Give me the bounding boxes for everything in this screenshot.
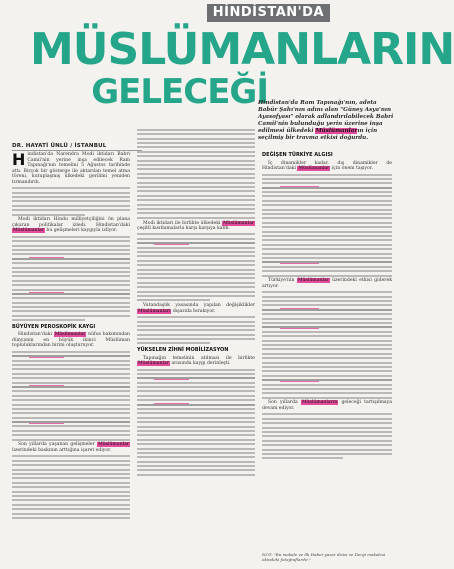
- dropcap: H: [12, 150, 26, 169]
- col1-para3b: nüfus bakımından dünyanın en büyük ikinci Müslüman topluluklarından birini oluşturuyor.: [12, 332, 131, 349]
- col2-para2: Vatandaşlık yasasında yapılan değişiklikler: [143, 303, 255, 309]
- col1-para4: Son yıllarda yaşanan gelişmeler: [18, 442, 95, 448]
- column-2: [137, 127, 255, 557]
- col3-para2: Türkiye'nin: [268, 278, 295, 284]
- highlight-muslumanlar: Müslümanlar: [223, 220, 254, 226]
- highlight-muslumanlar: Müslümanlar: [298, 166, 330, 172]
- col3-para1b: için önem taşıyor.: [331, 166, 373, 172]
- col2-para1: Modi iktidarı ile birlikte ülkedeki: [143, 220, 221, 226]
- col2-para3b: arasında kaygı derinleşti.: [171, 361, 231, 367]
- deck-text-2: ın için seçilmiş bir travma etkisi doğurdu.: [258, 128, 378, 141]
- column-3: [262, 150, 392, 557]
- col1-lead: indistan'da Narendra Modi iktidarı Babri Camii'nin yerine inşa edilecek Ram Tapınağı'nın temelini 5 Ağustos tarihinde attı. Birçok bir gösterge ile aktarılan temel atma töreni, kutuplaşmış ülkedeki gerilimi yeniden tırmandırdı.: [12, 152, 130, 185]
- byline: DR. HAYATİ ÜNLÜ / İSTANBUL: [12, 143, 142, 151]
- kicker-label: HİNDİSTAN'DA: [207, 4, 330, 22]
- deck-highlight: Müslümanlar: [315, 128, 358, 134]
- col2-para1b: çeşitli kısıtlamalarla karşı karşıya kaldı.: [137, 226, 230, 232]
- highlight-muslumanlar: Müslümanlar: [138, 361, 169, 367]
- col2-para3: Tapınağın temelinin atılması ile birlikte: [143, 355, 255, 361]
- col3-para1: İç dinamikler kadar, dış dinamikler de Hindistan'daki: [262, 160, 392, 172]
- highlight-muslumanlar: Müslümanlar: [98, 442, 129, 448]
- highlight-muslumanlarin: Müslümanların: [301, 400, 338, 406]
- highlight-muslumanlar: Müslümanlar: [54, 332, 86, 338]
- headline-line1: MÜSLÜMANLARIN: [30, 24, 454, 75]
- highlight-muslumanlar: Müslümanlar: [297, 278, 329, 284]
- col3-para2b: üzerindeki etkisi giderek artıyor.: [262, 278, 392, 289]
- deck-text-1: Hindistan'da Ram Tapınağı'nın, adeta Babür Şahı'nın adını alan "Güney Asya'nın Ayasofyası" olarak adlandırılabilecek Babri Camii'nin bulunduğu yerin üzerine inşa edilmesi ülkedeki: [258, 100, 394, 134]
- subheading-3: DEĞİŞEN TÜRKİYE ALGISI: [262, 152, 333, 158]
- col3-para3b: geleceği tartışılmaya devam ediyor.: [262, 400, 392, 412]
- column-1: [12, 152, 130, 557]
- footnote: NOT: "Bu makale ve ilk Habor yazar dizisi ve Dergi makalesi ekindeki fotoğraflardır.": [262, 552, 386, 562]
- col1-para4b: üzerindeki baskının arttığına işaret ediyor.: [12, 448, 112, 453]
- subheading-1: BÜYÜYEN PEROSKOPİK KAYGI: [12, 323, 96, 330]
- highlight-muslumanlar: Müslümanlar: [13, 228, 44, 234]
- col2-para2b: dışarıda bırakıyor.: [172, 308, 216, 314]
- col1-para2b: bu gelişmeleri kaygıyla izliyor.: [46, 228, 118, 234]
- subheading-2: YÜKSELEN ZİHNİ MOBİLİZASYON: [137, 346, 229, 353]
- col3-para3: Son yıllarda: [268, 400, 298, 406]
- col1-para2: Modi iktidarı Hindu milliyetçiliğini ön plana çıkaran politikalar izledi. Hindistan'daki: [12, 217, 130, 228]
- highlight-muslumanlari: Müslümanları: [138, 308, 171, 314]
- headline-line2: GELECEĞİ: [91, 72, 268, 112]
- article-deck: [258, 100, 394, 142]
- col1-para3: Hindistan'daki: [18, 332, 52, 338]
